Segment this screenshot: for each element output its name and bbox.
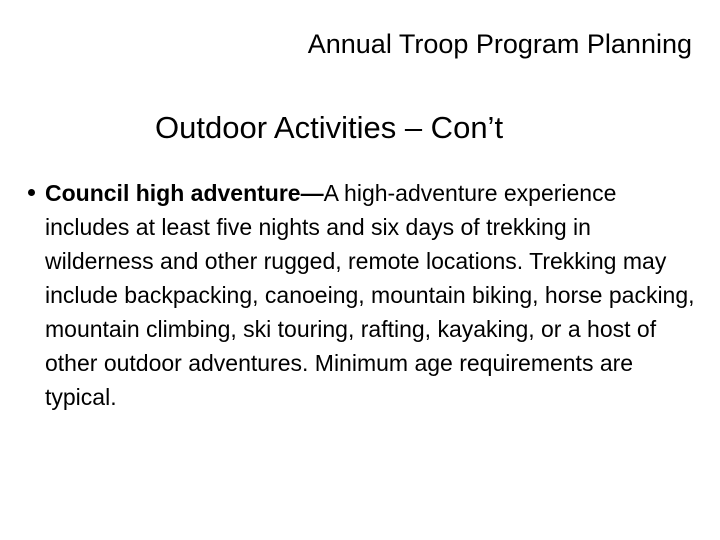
slide-title: Outdoor Activities – Con’t [155, 110, 504, 145]
bullet-item [28, 176, 700, 414]
bullet-body-text: A high-adventure experience includes at least five nights and six days of trekking in wilderness and other rugged, remote locations. Trekking may include backpacking, canoeing, mountain biking, horse packing, mountain climbing, ski touring, rafting, kayaking, or a host of other outdoor adventures. Minimum age requirements are typical. [45, 180, 695, 410]
bullet-lead-text: Council high adventure— [45, 180, 324, 206]
presentation-title: Annual Troop Program Planning [307, 29, 692, 59]
bullet-list [28, 176, 700, 414]
bullet-dot-icon [28, 189, 35, 196]
